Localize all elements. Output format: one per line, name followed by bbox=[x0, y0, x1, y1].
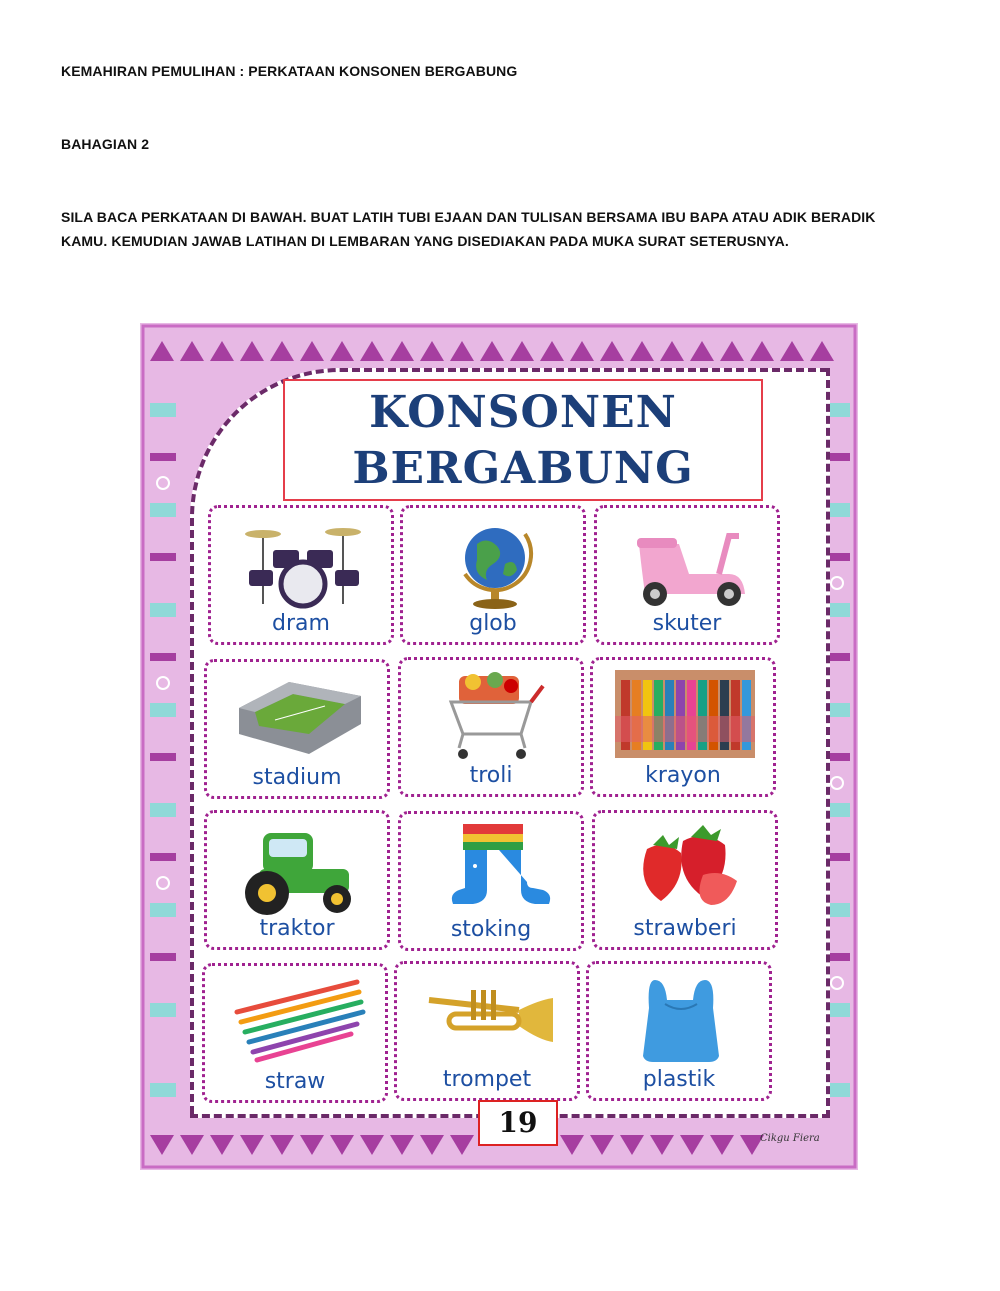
section-label: BAHAGIAN 2 bbox=[61, 136, 150, 152]
word-label: skuter bbox=[652, 611, 722, 636]
instruction-line-2: KAMU. KEMUDIAN JAWAB LATIHAN DI LEMBARAN YANG DISEDIAKAN PADA MUKA SURAT SETERUSNYA. bbox=[61, 233, 789, 249]
word-card-strawberi bbox=[592, 810, 778, 950]
page-number: 19 bbox=[478, 1100, 558, 1146]
tractor-icon bbox=[229, 819, 369, 915]
poster-title-box bbox=[283, 379, 763, 501]
word-card-troli bbox=[398, 657, 584, 797]
word-label: plastik bbox=[642, 1067, 716, 1092]
instructions bbox=[61, 205, 941, 253]
word-label: stoking bbox=[450, 917, 532, 942]
word-label: dram bbox=[272, 611, 330, 636]
word-card-stoking bbox=[398, 811, 584, 951]
word-label: glob bbox=[469, 611, 517, 636]
globe-icon bbox=[425, 514, 565, 610]
plastic-bag-icon bbox=[611, 970, 751, 1066]
word-label: straw bbox=[264, 1069, 326, 1094]
drum-kit-icon bbox=[233, 514, 373, 610]
word-card-dram bbox=[208, 505, 394, 645]
word-card-stadium bbox=[204, 659, 390, 799]
word-label: strawberi bbox=[633, 916, 737, 941]
socks-icon bbox=[423, 820, 563, 916]
scooter-icon bbox=[619, 514, 759, 610]
straws-icon bbox=[227, 972, 367, 1068]
word-label: traktor bbox=[259, 916, 335, 941]
word-label: trompet bbox=[442, 1067, 532, 1092]
word-card-krayon bbox=[590, 657, 776, 797]
strawberry-icon bbox=[617, 819, 757, 915]
stadium-icon bbox=[229, 668, 369, 764]
word-card-plastik bbox=[586, 961, 772, 1101]
word-label: krayon bbox=[645, 763, 721, 788]
trumpet-icon bbox=[419, 970, 559, 1066]
poster-title-line-2: BERGABUNG bbox=[352, 443, 694, 494]
word-label: stadium bbox=[252, 765, 342, 790]
word-card-trompet bbox=[394, 961, 580, 1101]
signature: Cikgu Fiera bbox=[760, 1133, 820, 1144]
crayons-icon bbox=[615, 666, 755, 762]
word-label: troli bbox=[469, 763, 513, 788]
shopping-trolley-icon bbox=[423, 666, 563, 762]
word-card-skuter bbox=[594, 505, 780, 645]
document-title: KEMAHIRAN PEMULIHAN : PERKATAAN KONSONEN BERGABUNG bbox=[61, 63, 518, 79]
poster-title-line-1: KONSONEN bbox=[369, 387, 677, 438]
instruction-line-1: SILA BACA PERKATAAN DI BAWAH. BUAT LATIH TUBI EJAAN DAN TULISAN BERSAMA IBU BAPA ATAU ADIK BERADIK bbox=[61, 209, 876, 225]
word-card-straw bbox=[202, 963, 388, 1103]
poster bbox=[140, 323, 858, 1170]
word-card-traktor bbox=[204, 810, 390, 950]
word-card-glob bbox=[400, 505, 586, 645]
